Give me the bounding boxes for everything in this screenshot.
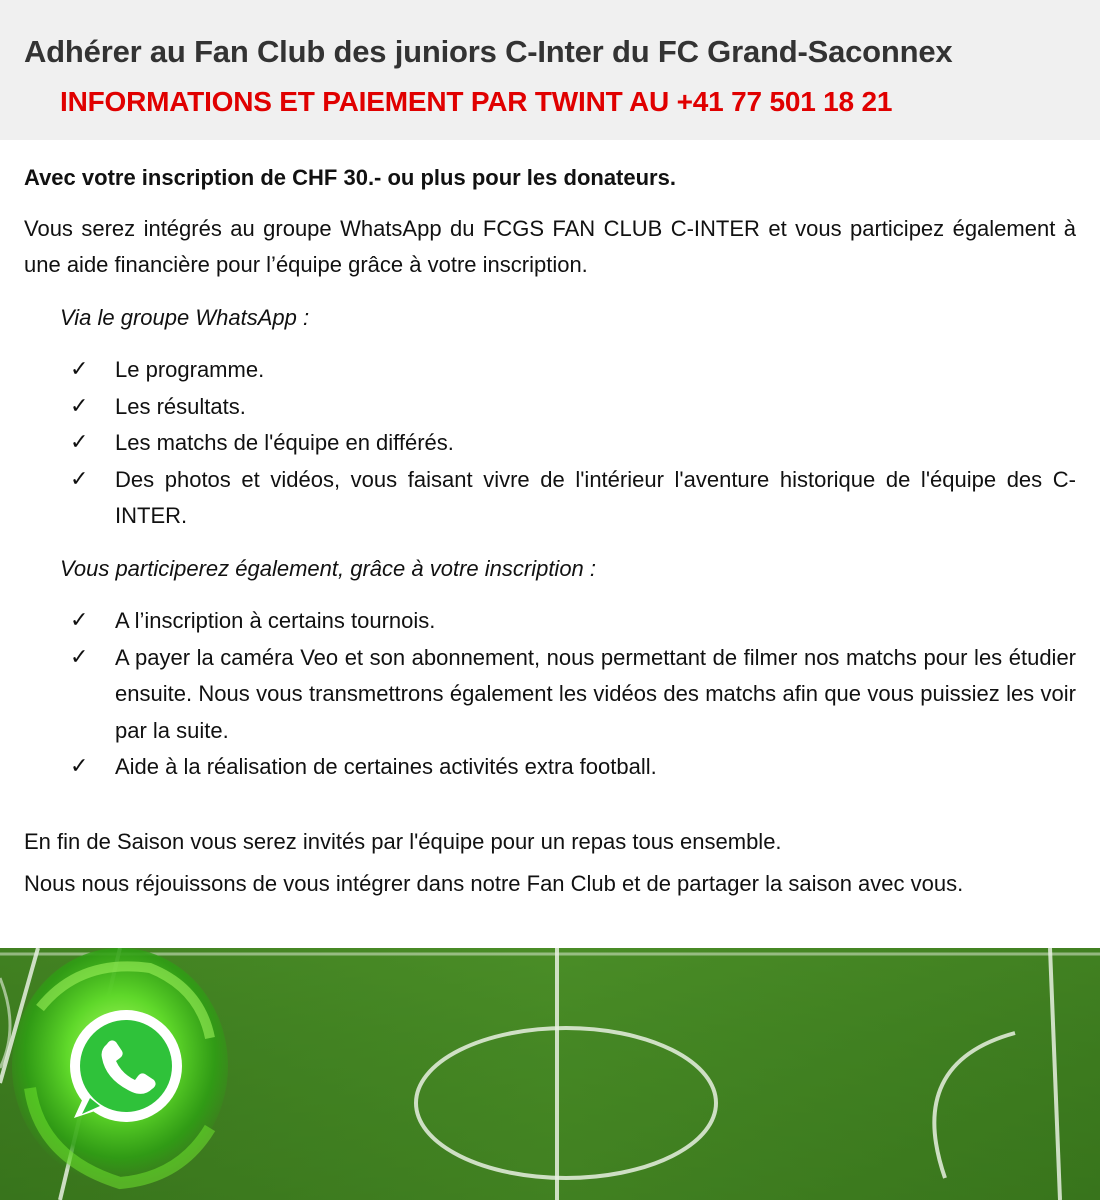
participation-list: [24, 603, 1076, 786]
list-item: ✓ Des photos et vidéos, vous faisant vivre de l'intérieur l'aventure historique de l'équipe des C-INTER.: [24, 462, 1076, 535]
list-item: ✓ Les matchs de l'équipe en différés.: [24, 425, 1076, 462]
welcome-text: Nous nous réjouissons de vous intégrer dans notre Fan Club et de partager la saison avec vous.: [24, 871, 964, 896]
check-icon: ✓: [70, 357, 89, 382]
list-item: ✓ Le programme.: [24, 352, 1076, 389]
check-icon: ✓: [70, 608, 89, 633]
list-item: ✓ Les résultats.: [24, 389, 1076, 426]
list-item: ✓ Aide à la réalisation de certaines activités extra football.: [24, 749, 1076, 786]
season-end-text: En fin de Saison vous serez invités par l'équipe pour un repas tous ensemble.: [24, 828, 782, 854]
whatsapp-benefits-list: [24, 352, 1076, 535]
payment-info-heading: INFORMATIONS ET PAIEMENT PAR TWINT AU +41 77 501 18 21: [60, 86, 893, 117]
membership-fee-text: Avec votre inscription de CHF 30.- ou plus pour les donateurs.: [24, 165, 676, 190]
list-item: ✓ A payer la caméra Veo et son abonnement, nous permettant de filmer nos matchs pour les étudier ensuite. Nous vous transmettrons également les vidéos des matchs afin que vous puissiez les voir par la suite.: [24, 640, 1076, 750]
page-title: Adhérer au Fan Club des juniors C-Inter du FC Grand-Saconnex: [24, 34, 953, 69]
check-icon: ✓: [70, 754, 89, 779]
whatsapp-section-intro: Via le groupe WhatsApp :: [60, 304, 310, 330]
intro-paragraph: Vous serez intégrés au groupe WhatsApp du FCGS FAN CLUB C-INTER et vous participez également à une aide financière pour l’équipe grâce à votre inscription.: [24, 215, 1076, 277]
check-icon: ✓: [70, 466, 89, 492]
header-banner: [0, 0, 1100, 140]
football-field-image: [0, 948, 1100, 1200]
check-icon: ✓: [70, 644, 89, 670]
check-icon: ✓: [70, 393, 89, 419]
participation-section-intro: Vous participerez également, grâce à votre inscription :: [60, 555, 597, 581]
check-icon: ✓: [70, 430, 89, 455]
whatsapp-logo-icon: [0, 948, 240, 1200]
list-item: ✓ A l’inscription à certains tournois.: [24, 603, 1076, 640]
main-content: [24, 160, 1076, 909]
